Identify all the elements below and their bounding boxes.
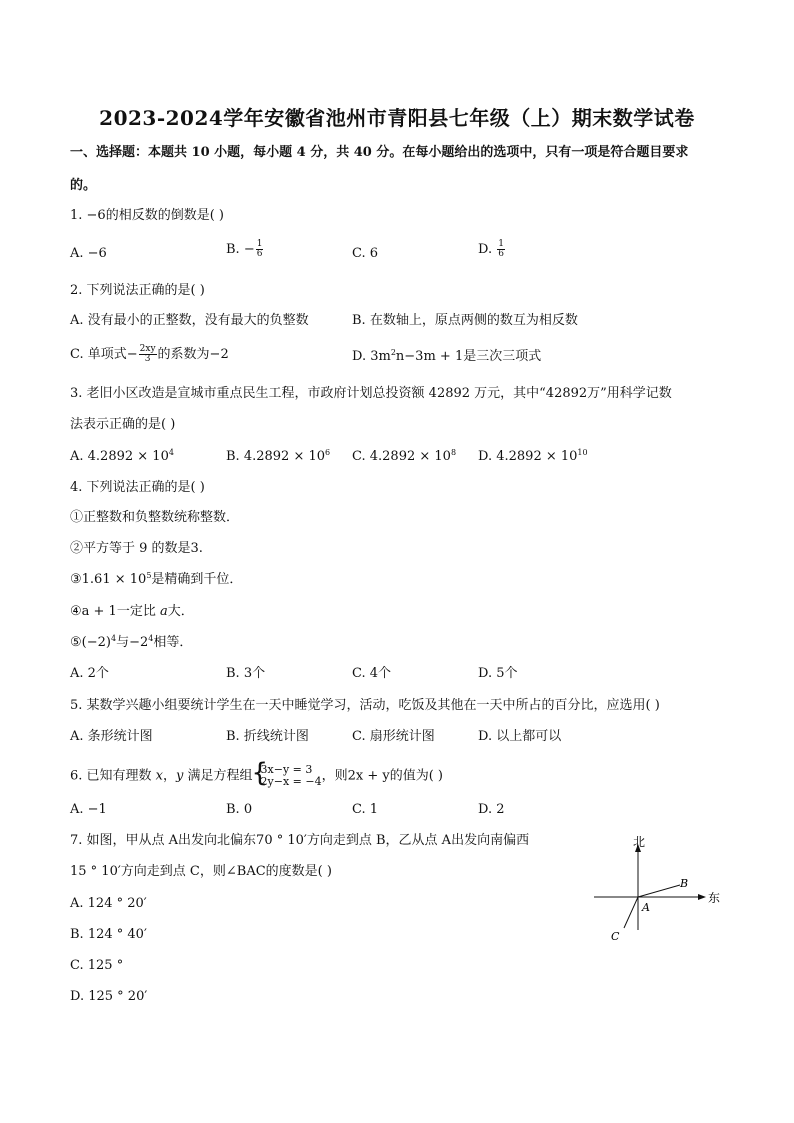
q7-option-d: D. 125 ° 20′	[70, 989, 148, 1004]
q2-option-c	[70, 345, 229, 364]
q6-option-b: B. 0	[226, 802, 253, 817]
q2-option-a: A. 没有最小的正整数，没有最大的负整数	[70, 313, 309, 328]
exponent: 8	[450, 448, 457, 457]
q1-option-b-fraction	[256, 240, 264, 259]
equation-2: 2y−x = −4	[260, 775, 322, 788]
exponent: 4	[148, 634, 154, 643]
q4-statement-2: ②平方等于 9 的数是3.	[70, 541, 203, 556]
q1-option-d-prefix: D.	[478, 242, 497, 257]
q6-stem-pre: 6. 已知有理数	[70, 768, 156, 784]
q7-option-c: C. 125 °	[70, 958, 124, 973]
q7-option-a: A. 124 ° 20′	[70, 896, 147, 911]
q4-s5-post: 相等．	[153, 635, 193, 650]
section-header-cont: 的。	[70, 178, 97, 193]
q4-statement-4	[70, 604, 194, 620]
q3-option-d-base: D. 4.2892 × 10	[478, 449, 578, 464]
q3-option-b-base: B. 4.2892 × 10	[226, 449, 326, 464]
numerator: 1	[498, 239, 504, 249]
q5-stem: 5. 某数学兴趣小组要统计学生在一天中睡觉学习，活动，吃饭及其他在一天中所占的百分比，应选用( )	[70, 698, 660, 713]
q1-option-c: C. 6	[352, 246, 379, 261]
q4-s4-pre: ④a + 1一定比	[70, 604, 160, 619]
q6-stem-mid: 满足方程组	[183, 768, 253, 784]
q6-stem-post: ，则2x + y的值为( )	[321, 768, 443, 784]
q3-stem-cont: 法表示正确的是( )	[70, 417, 176, 432]
q7-stem: 7. 如图，甲从点 A出发向北偏东70 ° 10′方向走到点 B，乙从点 A出发向南偏西	[70, 833, 530, 848]
q4-option-b: B. 3个	[226, 666, 266, 681]
variable-x: x	[155, 768, 164, 784]
q4-s4-post: 大．	[167, 604, 194, 619]
q7-stem-cont: 15 ° 10′方向走到点 C，则∠BAC的度数是( )	[70, 864, 332, 879]
q4-statement-5	[70, 635, 192, 651]
exponent: 6	[325, 448, 331, 457]
exponent: 4	[110, 634, 117, 643]
q1-option-d-fraction	[497, 240, 505, 259]
q3-option-a-base: A. 4.2892 × 10	[70, 449, 169, 464]
q1-stem: 1. −6的相反数的倒数是( )	[70, 208, 224, 223]
q1-option-d	[478, 240, 506, 259]
q5-option-b: B. 折线统计图	[226, 729, 309, 744]
exponent: 2	[390, 348, 396, 357]
q3-option-c-base: C. 4.2892 × 10	[352, 449, 451, 464]
q5-option-c: C. 扇形统计图	[352, 729, 435, 744]
ray-ab	[638, 885, 680, 897]
q4-statement-3	[70, 572, 242, 588]
q4-statement-1: ①正整数和负整数统称整数．	[70, 510, 240, 525]
q4-option-c: C. 4个	[352, 666, 392, 681]
q4-s3-rest: 是精确到千位．	[151, 572, 243, 587]
point-a-label: A	[642, 901, 650, 914]
numerator: 1	[256, 239, 263, 249]
north-label: 北	[633, 835, 646, 849]
variable-a: a	[159, 604, 168, 619]
numerator: 2xy	[139, 344, 156, 354]
q4-stem: 4. 下列说法正确的是( )	[70, 480, 205, 495]
q6-option-c: C. 1	[352, 802, 379, 817]
q3-option-c	[352, 449, 456, 465]
denominator: 3	[144, 354, 151, 364]
q6-option-d: D. 2	[478, 802, 505, 817]
q2-option-c-suffix: 的系数为−2	[157, 347, 229, 362]
q5-option-d: D. 以上都可以	[478, 729, 562, 744]
q3-stem: 3. 老旧小区改造是宣城市重点民生工程，市政府计划总投资额 42892 万元，其中“42892万”用科学记数	[70, 386, 672, 401]
equation-system	[253, 764, 322, 788]
q2-option-c-fraction	[139, 345, 157, 364]
q3-option-a	[70, 449, 174, 465]
section-header: 一、选择题：本题共 10 小题，每小题 4 分，共 40 分。在每小题给出的选项中，只有一项是符合题目要求	[70, 145, 689, 160]
direction-diagram	[590, 830, 730, 950]
q6-comma: ，	[163, 768, 177, 784]
exponent: 4	[168, 448, 174, 457]
page-title: 2023-2024学年安徽省池州市青阳县七年级（上）期末数学试卷	[99, 106, 695, 130]
q2-option-c-prefix: C. 单项式−	[70, 347, 138, 362]
exponent: 5	[146, 571, 152, 580]
exponent: 10	[577, 448, 588, 457]
q3-option-b	[226, 449, 330, 465]
q1-option-b	[226, 240, 264, 259]
q2-option-b: B. 在数轴上，原点两侧的数互为相反数	[352, 313, 578, 328]
point-b-label: B	[680, 877, 689, 890]
east-arrow-icon	[698, 894, 706, 900]
q4-s5-mid: 与−2	[116, 635, 149, 650]
q1-option-b-prefix: B. −	[226, 242, 255, 257]
q4-option-a: A. 2个	[70, 666, 109, 681]
denominator: 6	[498, 249, 504, 259]
east-label: 东	[708, 891, 721, 905]
q4-option-d: D. 5个	[478, 666, 518, 681]
q2-stem: 2. 下列说法正确的是( )	[70, 283, 205, 298]
q2-option-d-base: D. 3m	[352, 349, 391, 364]
q6-option-a: A. −1	[70, 802, 107, 817]
q3-option-d	[478, 449, 588, 465]
q4-s3-base: ③1.61 × 10	[70, 572, 147, 587]
q4-s5-pre: ⑤(−2)	[70, 635, 111, 650]
equation-1: { 3x−y = 3	[260, 763, 313, 776]
point-c-label: C	[611, 930, 620, 943]
q2-option-d-rest: n−3m + 1是三次三项式	[395, 349, 542, 364]
q2-option-d	[352, 349, 541, 365]
q6-stem	[70, 764, 443, 788]
q5-option-a: A. 条形统计图	[70, 729, 153, 744]
q1-option-a: A. −6	[70, 246, 107, 261]
q7-option-b: B. 124 ° 40′	[70, 927, 147, 942]
denominator: 6	[256, 249, 263, 259]
ray-ac	[624, 897, 638, 928]
variable-y: y	[176, 768, 184, 784]
